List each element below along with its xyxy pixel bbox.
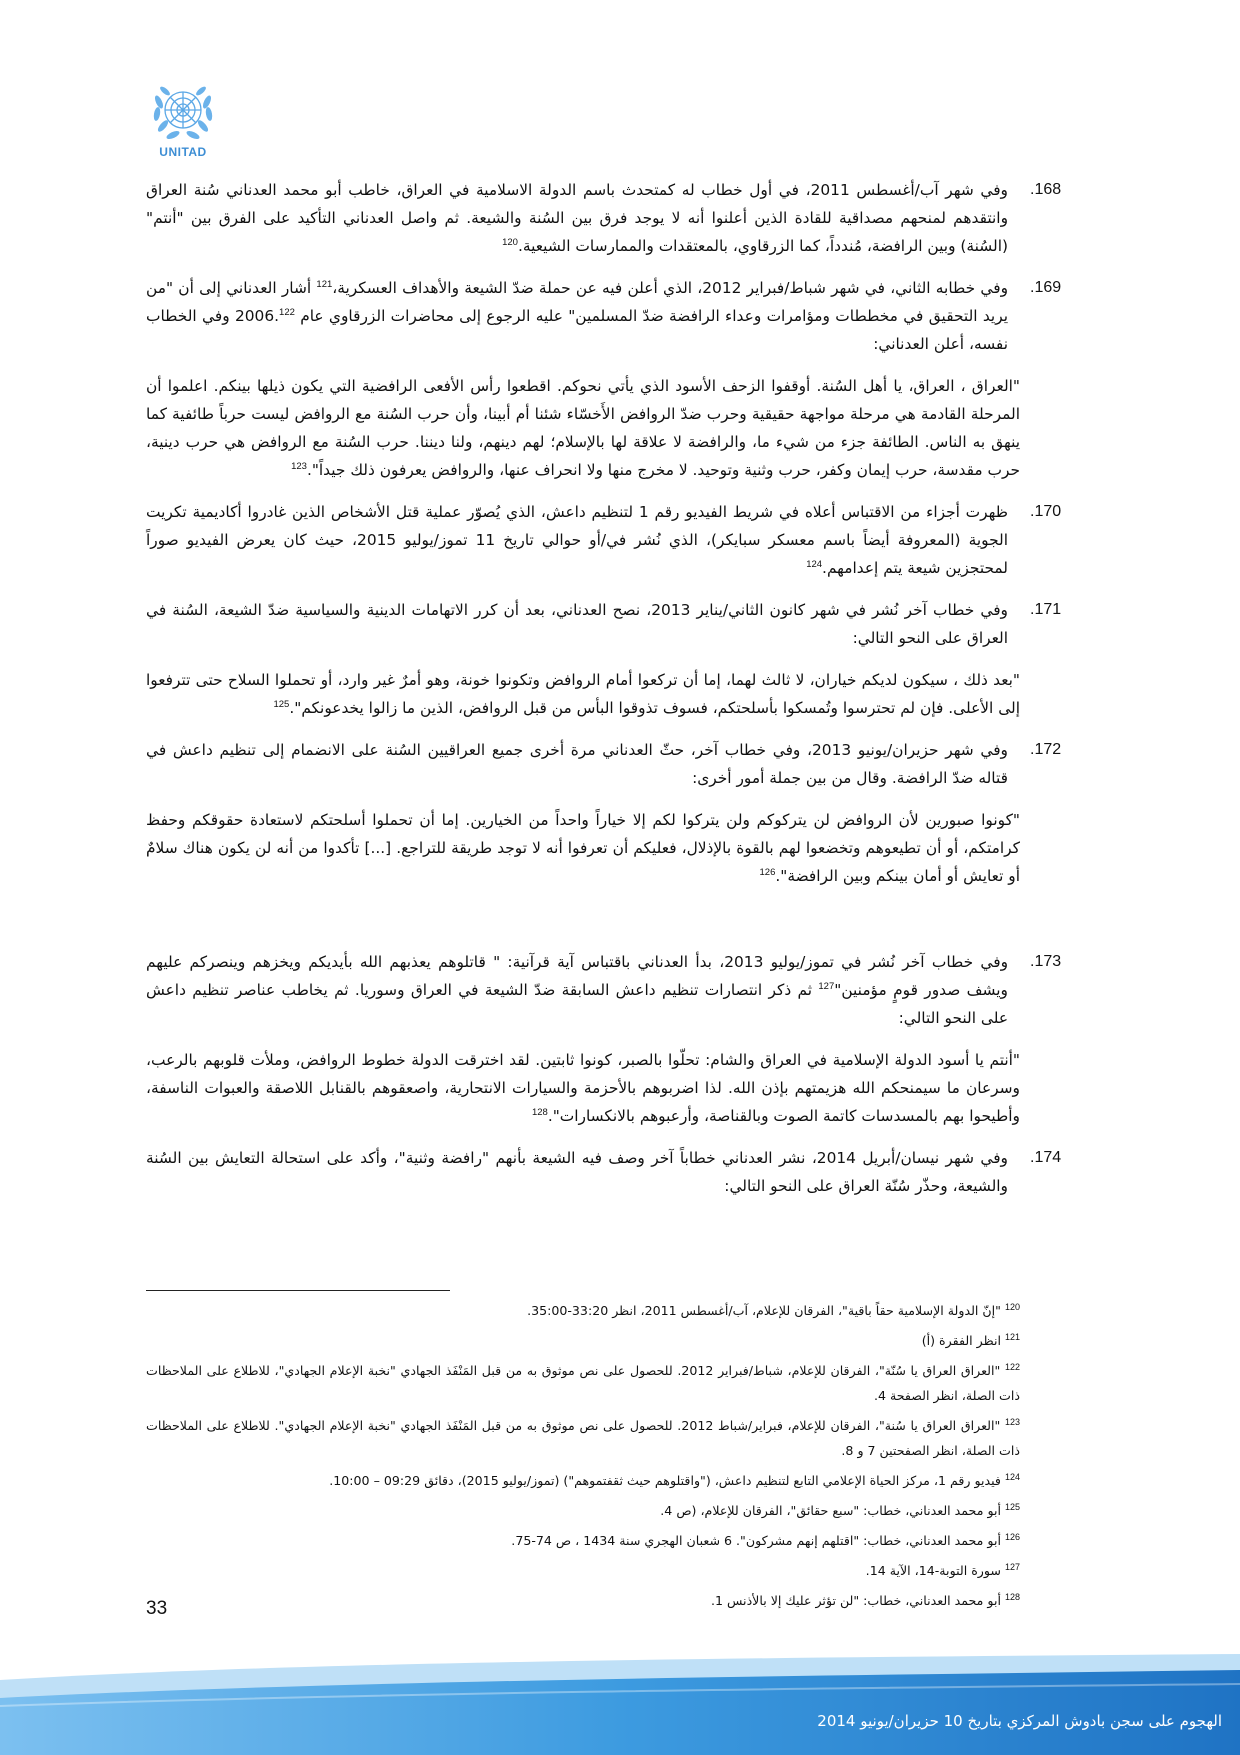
section-spacer bbox=[146, 904, 1020, 948]
footnote-ref[interactable]: 121 bbox=[316, 278, 333, 290]
paragraph-number: .172 bbox=[1030, 741, 1062, 758]
paragraph-171 bbox=[146, 596, 1062, 652]
paragraph-number: .170 bbox=[1030, 503, 1062, 520]
quote-text: "العراق ، العراق، يا أهل السُنة. أوقفوا الزحف الأسود الذي يأتي نحوكم. اقطعوا رأس الأفعى الرافضية التي يكون ذيلها بينكم. اعلموا أن المرحلة القادمة هي مرحلة مواجهة حقيقية وحرب ضدّ الروافض الأَخسّاء شئنا أم أبينا، وأن حرب السُنة مع الروافض ليست حرباً طائفية كما ينهق به الناس. الطائفة جزء من شيء ما، والرافضة لا علاقة لها بالإسلام؛ لهم دينهم، ولنا ديننا. حرب السُنة مع الروافض هي حرب دينية، حرب مقدسة، حرب إيمان وكفر، حرب وثنية وتوحيد. لا مخرج منها ولا انحراف عنها، والروافض يعرفون ذلك جيداً". bbox=[146, 377, 1020, 479]
footnote-number: 122 bbox=[1004, 1361, 1021, 1372]
quote-block bbox=[146, 372, 1020, 484]
footnote-text: أبو محمد العدناني، خطاب: "سبع حقائق"، الفرقان للإعلام، (ص 4. bbox=[660, 1503, 1001, 1518]
unitad-logo bbox=[146, 76, 220, 159]
paragraph-173 bbox=[146, 948, 1062, 1032]
footnote-128 bbox=[146, 1588, 1020, 1613]
footnote-ref[interactable]: 127 bbox=[818, 980, 835, 992]
footnote-number: 126 bbox=[1004, 1531, 1020, 1542]
paragraph-174 bbox=[146, 1144, 1062, 1200]
footnote-126 bbox=[146, 1528, 1020, 1553]
quote-block bbox=[146, 1046, 1020, 1130]
paragraph-text: أشار العدناني إلى أن "من يريد التحقيق في مخططات ومؤامرات وعداء الرافضة ضدّ المسلمين" عليه الرجوع إلى محاضرات الزرقاوي عام 2006. bbox=[146, 279, 1008, 325]
paragraph-number: .171 bbox=[1030, 601, 1062, 618]
paragraph-text: ظهرت أجزاء من الاقتباس أعلاه في شريط الفيديو رقم 1 لتنظيم داعش، الذي يُصوّر عملية قتل الأشخاص الذين غادروا أكاديمية تكريت الجوية (المعروفة أيضاً باسم معسكر سبايكر)، الذي نُشر في/أو حوالي تاريخ 11 تموز/يوليو 2015، حيث كان يعرض الفيديو صوراً لمحتجزين شيعة يتم إعدامهم. bbox=[146, 503, 1009, 577]
footnote-121 bbox=[146, 1328, 1020, 1353]
footnote-text: "العراق العراق يا سُنة"، الفرقان للإعلام، فبراير/شباط 2012. للحصول على نص موثوق به من قبل المَنْفَذ الجهادي "نخبة الإعلام الجهادي". للاطلاع على الملاحظات ذات الصلة، انظر الصفحتين 7 و 8. bbox=[146, 1418, 1020, 1458]
paragraph-text: وفي خطاب آخر نُشر في تموز/يوليو 2013، بدأ العدناني باقتباس آية قرآنية: " قاتلوهم يعذبهم الله بأيديكم ويخزهم وينصركم عليهم ويشف صدور قومٍ مؤمنين" bbox=[146, 953, 1009, 999]
paragraph-number: .169 bbox=[1030, 279, 1062, 296]
footer-document-title: الهجوم على سجن بادوش المركزي بتاريخ 10 حزيران/يونيو 2014 bbox=[817, 1712, 1222, 1730]
logo-text: UNITAD bbox=[159, 145, 207, 159]
paragraph-number: .173 bbox=[1030, 953, 1062, 970]
paragraph-172 bbox=[146, 736, 1062, 792]
footnote-ref[interactable]: 123 bbox=[291, 460, 307, 472]
footnote-text: انظر الفقرة (أ) bbox=[921, 1333, 1001, 1348]
quote-block bbox=[146, 806, 1020, 890]
un-emblem-icon bbox=[149, 76, 217, 144]
paragraph-text: وفي الخطاب نفسه، أعلن العدناني: bbox=[146, 307, 1008, 353]
paragraph-text: وفي شهر آب/أغسطس 2011، في أول خطاب له كمتحدث باسم الدولة الاسلامية في العراق، خاطب أبو محمد العدناني سُنة العراق وانتقدهم لمنحهم مصداقية للقادة الذين أعلنوا أنه لا يوجد فرق بين السُنة والشيعة. ثم واصل العدناني التأكيد على الفرق بين "أنتم" (السُنة) وبين الرافضة، مُندداً، كما الزرقاوي، بالمعتقدات والممارسات الشيعية. bbox=[146, 181, 1008, 255]
paragraph-169 bbox=[146, 274, 1062, 358]
paragraph-number: .168 bbox=[1030, 181, 1062, 198]
footnote-123 bbox=[146, 1413, 1020, 1463]
paragraph-number: .174 bbox=[1030, 1149, 1062, 1166]
footnote-number: 121 bbox=[1004, 1331, 1020, 1342]
footnote-separator bbox=[146, 1290, 450, 1291]
footer-wave-graphic bbox=[0, 1640, 1240, 1755]
quote-text: "بعد ذلك ، سيكون لديكم خياران، لا ثالث لهما، إما أن تركعوا أمام الروافض وتكونوا خونة، وهو أمرٌ غير وارد، أو تحملوا السلاح حتى تترفعوا إلى الأعلى. فإن لم تحترسوا وتُمسكوا بأسلحتكم، فسوف تذوقوا البأس من قبل الروافض، الذين ما زالوا يخدعونكم". bbox=[146, 671, 1020, 717]
footnote-text: فيديو رقم 1، مركز الحياة الإعلامي التابع لتنظيم داعش، ("واقتلوهم حيث ثقفتموهم") (تموز/يوليو 2015)، دقائق 09:29 – 10:00. bbox=[329, 1473, 1001, 1488]
footnote-number: 128 bbox=[1004, 1591, 1020, 1602]
footnote-number: 127 bbox=[1004, 1561, 1020, 1572]
footnote-ref[interactable]: 122 bbox=[279, 306, 295, 318]
footnote-number: 124 bbox=[1004, 1471, 1020, 1482]
main-content bbox=[146, 176, 1062, 1214]
paragraph-text: وفي خطابه الثاني، في شهر شباط/فبراير 2012، الذي أعلن فيه عن حملة ضدّ الشيعة والأهداف العسكرية، bbox=[332, 279, 1009, 297]
paragraph-170 bbox=[146, 498, 1062, 582]
quote-block bbox=[146, 666, 1020, 722]
footnotes bbox=[146, 1298, 1020, 1618]
paragraph-text: وفي شهر حزيران/يونيو 2013، وفي خطاب آخر، حثّ العدناني مرة أخرى جميع العراقيين السُنة على الانضمام إلى تنظيم داعش في قتاله ضدّ الرافضة. وقال من بين جملة أمور أخرى: bbox=[146, 741, 1008, 787]
footnote-120 bbox=[146, 1298, 1020, 1323]
footnote-ref[interactable]: 120 bbox=[502, 236, 518, 248]
footnote-127 bbox=[146, 1558, 1020, 1583]
footnote-text: "إنّ الدولة الإسلامية حقاً باقية"، الفرقان للإعلام، آب/أغسطس 2011، انظر 33:20-35:00. bbox=[527, 1303, 1001, 1318]
footnote-text: أبو محمد العدناني، خطاب: "اقتلهم إنهم مشركون". 6 شعبان الهجري سنة 1434 ، ص 74-75. bbox=[511, 1533, 1001, 1548]
footnote-125 bbox=[146, 1498, 1020, 1523]
quote-text: "أنتم يا أسود الدولة الإسلامية في العراق والشام: تحلّوا بالصبر، كونوا ثابتين. لقد اخترقت الدولة خطوط الروافض، وملأت قلوبهم بالرعب، وسرعان ما سيمنحكم الله هزيمتهم بإذن الله. لذا اضربوهم بالأحزمة والسيارات الانتحارية، واصعقوهم بالقنابل اللاصقة والعبوات الناسفة، وأطيحوا بهم بالمسدسات كاتمة الصوت وبالقناصة، وأرعبوهم بالانكسارات". bbox=[146, 1051, 1020, 1125]
footnote-122 bbox=[146, 1358, 1020, 1408]
footnote-number: 120 bbox=[1004, 1301, 1020, 1312]
quote-text: "كونوا صبورين لأن الروافض لن يتركوكم ولن يتركوا لكم إلا خياراً واحداً من الخيارين. إما أن تحملوا أسلحتكم لاستعادة حقوقكم وحفظ كرامتكم، أو أن تطيعوهم وتخضعوا لهم بالقوة بالإذلال، فعليكم أن تعرفوا أنه لا توجد طريقة للتراجع. [...] تأكدوا من أنه لن يكون هناك سلامٌ أو تعايش أو أمان بينكم وبين الرافضة". bbox=[146, 811, 1020, 885]
footnote-ref[interactable]: 126 bbox=[759, 866, 776, 878]
footnote-number: 125 bbox=[1004, 1501, 1020, 1512]
footnote-124 bbox=[146, 1468, 1020, 1493]
footnote-text: أبو محمد العدناني، خطاب: "لن تؤثر عليك إلا بالأذنس 1. bbox=[710, 1593, 1001, 1608]
page-number: 33 bbox=[146, 1598, 168, 1619]
footnote-ref[interactable]: 124 bbox=[806, 558, 823, 570]
footnote-ref[interactable]: 128 bbox=[531, 1106, 548, 1118]
paragraph-text: وفي خطاب آخر نُشر في شهر كانون الثاني/يناير 2013، نصح العدناني، بعد أن كرر الاتهامات الدينية والسياسية ضدّ الشيعة، السُنة في العراق على النحو التالي: bbox=[146, 601, 1008, 647]
footnote-text: "العراق العراق يا سُنّة"، الفرقان للإعلام، شباط/فبراير 2012. للحصول على نص موثوق به من قبل المَنْفَذ الجهادي "نخبة الإعلام الجهادي"، للاطلاع على الملاحظات ذات الصلة، انظر الصفحة 4. bbox=[146, 1363, 1020, 1403]
footnote-text: سورة التوبة-14، الآية 14. bbox=[865, 1563, 1001, 1578]
footnote-number: 123 bbox=[1004, 1416, 1020, 1427]
paragraph-text: ثم ذكر انتصارات تنظيم داعش السابقة ضدّ الشيعة في العراق وسوريا. ثم يخاطب عناصر تنظيم داعش على النحو التالي: bbox=[146, 981, 1008, 1027]
footer-band bbox=[0, 1640, 1240, 1755]
paragraph-text: وفي شهر نيسان/أبريل 2014، نشر العدناني خطاباً آخر وصف فيه الشيعة بأنهم "رافضة وثنية"، وأكد على استحالة التعايش بين السُنة والشيعة، وحذّر سُنّة العراق على النحو التالي: bbox=[146, 1149, 1008, 1195]
paragraph-168 bbox=[146, 176, 1062, 260]
footnote-ref[interactable]: 125 bbox=[273, 698, 290, 710]
